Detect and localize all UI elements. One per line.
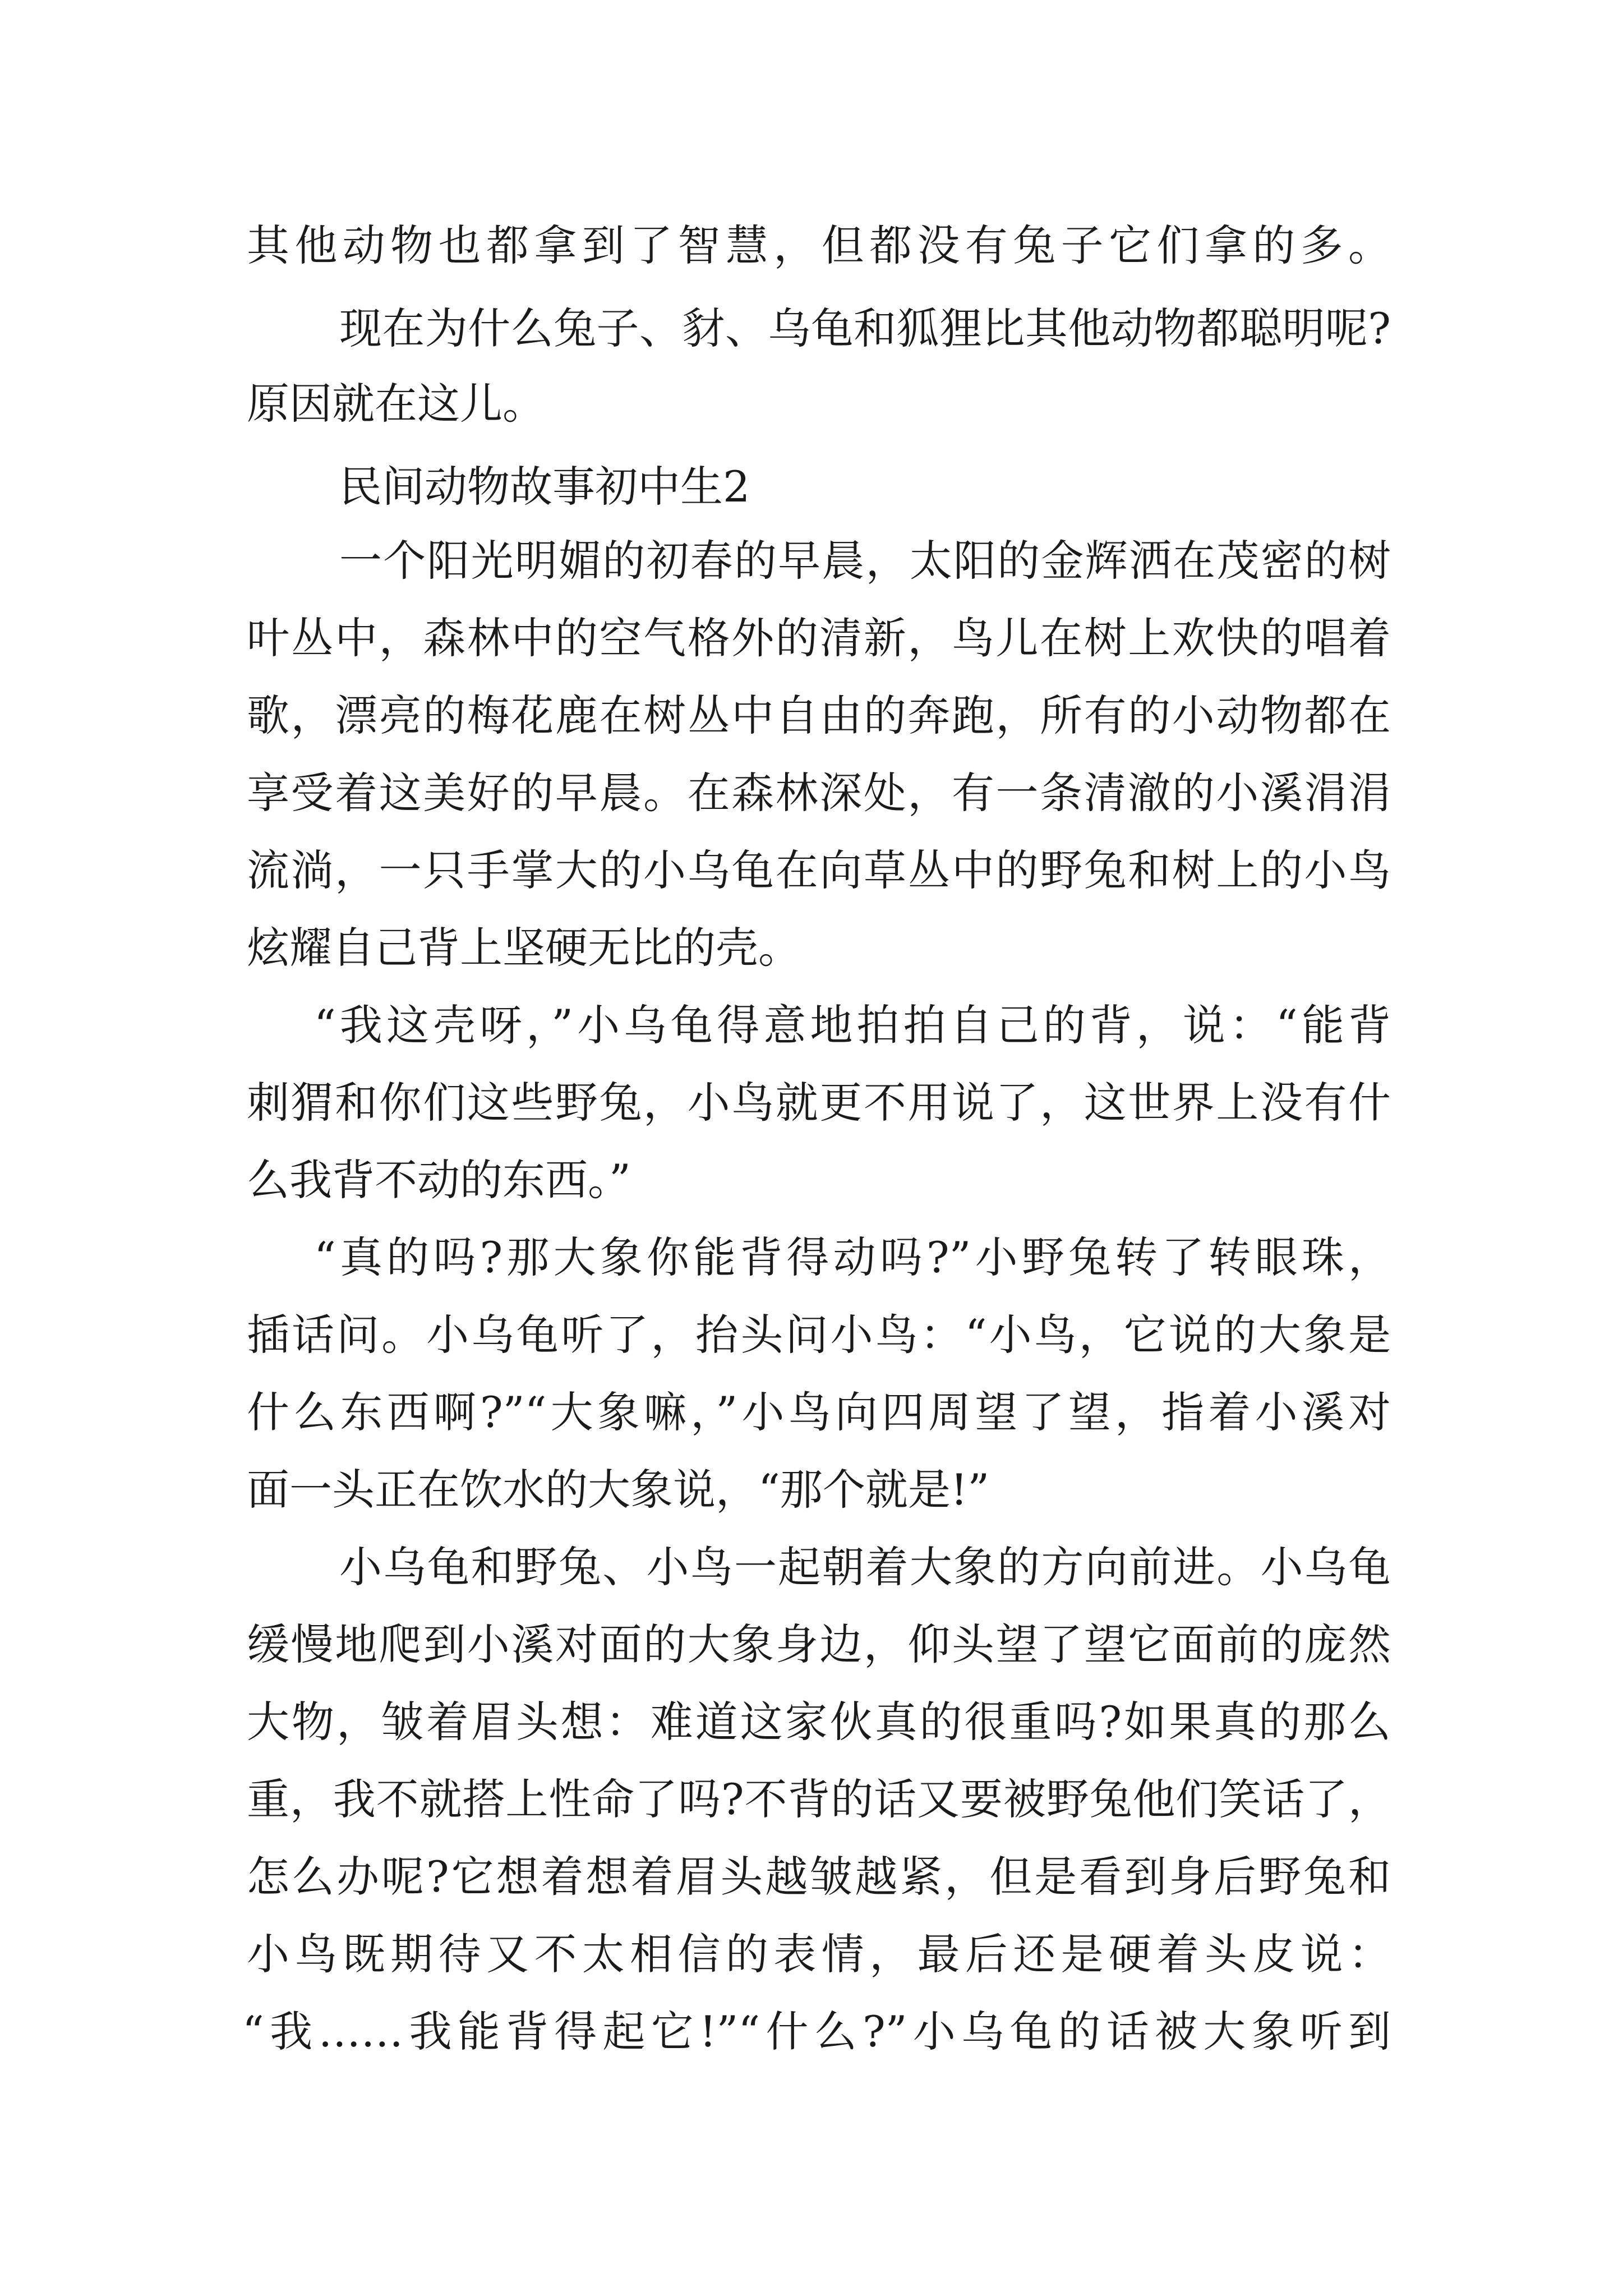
text-line: 其他动物也都拿到了智慧，但都没有兔子它们拿的多。 <box>247 220 1391 270</box>
text-line: 重，我不就搭上性命了吗?不背的话又要被野兔他们笑话了， <box>247 1774 1391 1824</box>
text-line: 面一头正在饮水的大象说，“那个就是!” <box>247 1465 990 1515</box>
text-line: 缓慢地爬到小溪对面的大象身边，仰头望了望它面前的庞然 <box>247 1619 1391 1669</box>
text-line: 叶丛中，森林中的空气格外的清新，鸟儿在树上欢快的唱着 <box>247 613 1391 663</box>
text-line: 流淌，一只手掌大的小乌龟在向草丛中的野兔和树上的小鸟 <box>247 845 1391 895</box>
text-line: “我这壳呀，”小乌龟得意地拍拍自己的背，说：“能背 <box>314 1000 1391 1050</box>
text-line: “我……我能背得起它!”“什么?”小乌龟的话被大象听到 <box>242 2007 1391 2056</box>
text-line: 怎么办呢?它想着想着眉头越皱越紧，但是看到身后野兔和 <box>247 1852 1391 1902</box>
text-line: 原因就在这儿。 <box>247 379 545 429</box>
text-line: 享受着这美好的早晨。在森林深处，有一条清澈的小溪涓涓 <box>247 768 1391 818</box>
text-line: 小鸟既期待又不太相信的表情，最后还是硬着头皮说： <box>247 1929 1391 1979</box>
text-line: 插话问。小乌龟听了，抬头问小鸟：“小鸟，它说的大象是 <box>247 1310 1391 1360</box>
text-line: 现在为什么兔子、豺、乌龟和狐狸比其他动物都聪明呢? <box>339 303 1391 353</box>
text-line: 炫耀自己背上坚硬无比的壳。 <box>247 923 801 973</box>
text-line: 刺猬和你们这些野兔，小鸟就更不用说了，这世界上没有什 <box>247 1078 1391 1128</box>
text-line: 么我背不动的东西。” <box>247 1155 631 1205</box>
text-line: 大物，皱着眉头想：难道这家伙真的很重吗?如果真的那么 <box>247 1697 1391 1747</box>
text-line: 歌，漂亮的梅花鹿在树丛中自由的奔跑，所有的小动物都在 <box>247 691 1391 740</box>
text-line: 小乌龟和野兔、小鸟一起朝着大象的方向前进。小乌龟 <box>339 1542 1391 1592</box>
text-line: “真的吗?那大象你能背得动吗?”小野兔转了转眼珠， <box>314 1232 1391 1282</box>
text-line: 一个阳光明媚的初春的早晨，太阳的金辉洒在茂密的树 <box>339 536 1391 586</box>
text-line: 什么东西啊?”“大象嘛，”小鸟向四周望了望，指着小溪对 <box>247 1387 1391 1437</box>
section-heading: 民间动物故事初中生2 <box>339 462 750 512</box>
